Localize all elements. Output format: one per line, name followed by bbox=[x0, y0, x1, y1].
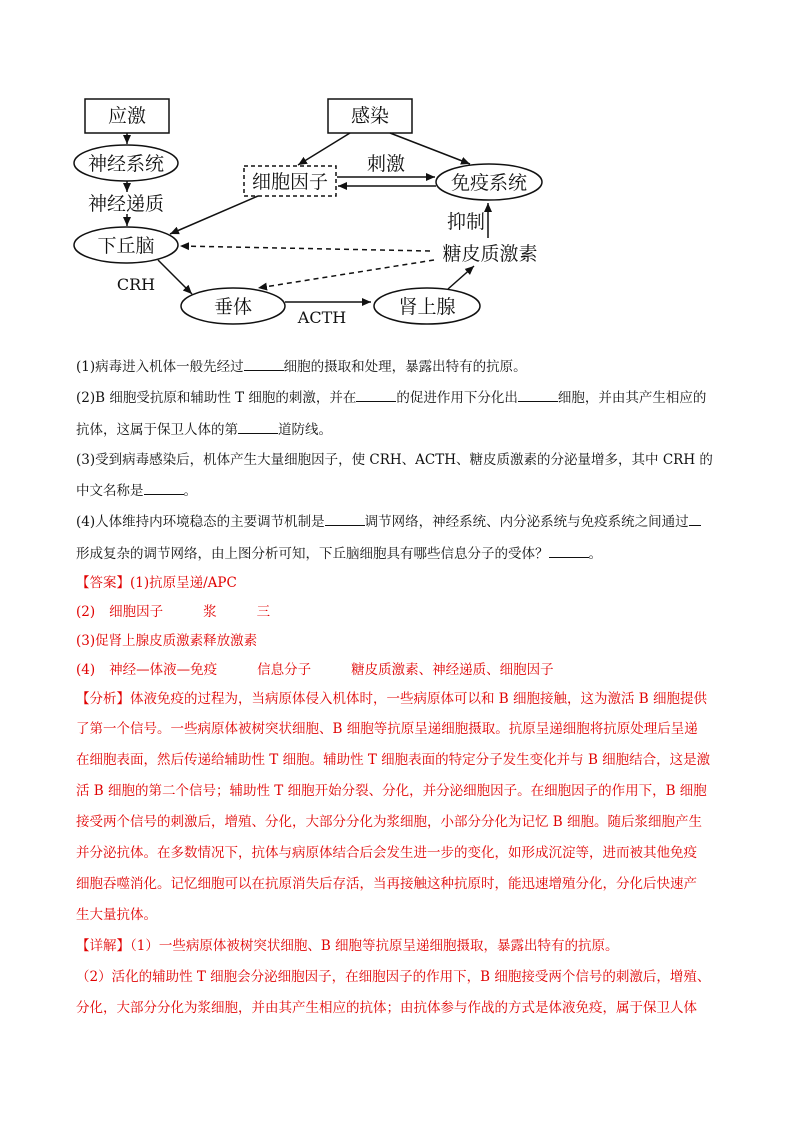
detail-line-1: 【详解】（1）一些病原体被树突状细胞、B 细胞等抗原呈递细胞摄取，暴露出特有的抗原。 bbox=[76, 938, 619, 954]
crh-label: CRH bbox=[116, 275, 156, 294]
answer-blank bbox=[238, 420, 278, 434]
answer-line-3: (3)促肾上腺皮质激素释放激素 bbox=[76, 633, 258, 649]
arrow-cytokine-to-hypothalamus bbox=[170, 196, 258, 234]
analysis-line-6: 并分泌抗体。在多数情况下，抗体与病原体结合后会发生进一步的变化，如形成沉淀等，进而被其他免疫 bbox=[76, 845, 697, 861]
arrow-glucocorticoid-to-hypothalamus bbox=[180, 246, 430, 251]
detail-line-2: （2）活化的辅助性 T 细胞会分泌细胞因子，在细胞因子的作用下，B 细胞接受两个信号的刺激后，增殖、 bbox=[76, 969, 711, 985]
analysis-line-8: 生大量抗体。 bbox=[76, 907, 157, 923]
answer-blank bbox=[244, 357, 284, 371]
answer-blank bbox=[325, 512, 365, 526]
detail-label: 【详解】 bbox=[76, 938, 130, 954]
pituitary-label: 垂体 bbox=[213, 296, 253, 318]
adrenal-label: 肾上腺 bbox=[398, 296, 456, 318]
answer-label: 【答案】 bbox=[76, 575, 130, 591]
arrow-glucocorticoid-to-pituitary bbox=[258, 260, 434, 288]
question-2: (2)B 细胞受抗原和辅助性 T 细胞的刺激，并在 的促进作用下分化出 细胞，并由其产生相应的 bbox=[76, 390, 707, 406]
answer-line-4: (4) 神经—体液—免疫 信息分子 糖皮质激素、神经递质、细胞因子 bbox=[76, 662, 554, 678]
arrow-adrenal-to-glucocorticoid bbox=[448, 266, 474, 289]
answer-blank bbox=[689, 512, 701, 526]
regulation-diagram bbox=[0, 0, 800, 340]
neurotransmitter-label: 神经递质 bbox=[87, 193, 165, 215]
question-4: (4)人体维持内环境稳态的主要调节机制是 调节网络，神经系统、内分泌系统与免疫系统之间通过 bbox=[76, 512, 726, 532]
inhibit-label: 抑制 bbox=[446, 211, 486, 233]
analysis-line-2: 了第一个信号。一些病原体被树突状细胞、B 细胞等抗原呈递细胞摄取。抗原呈递细胞将抗原处理后呈递 bbox=[76, 721, 698, 737]
question-3: (3)受到病毒感染后，机体产生大量细胞因子，使 CRH、ACTH、糖皮质激素的分泌量增多，其中 CRH 的 bbox=[76, 452, 713, 468]
answer-line-2: (2) 细胞因子 浆 三 bbox=[76, 604, 271, 620]
analysis-line-4: 活 B 细胞的第二个信号；辅助性 T 细胞开始分裂、分化，并分泌细胞因子。在细胞因子的作用下，B 细胞 bbox=[76, 783, 707, 799]
answer-line-1: 【答案】(1)抗原呈递/APC bbox=[76, 575, 237, 591]
acth-label: ACTH bbox=[297, 308, 347, 327]
analysis-label: 【分析】 bbox=[76, 691, 130, 707]
answer-blank bbox=[549, 544, 589, 558]
question-4-cont: 形成复杂的调节网络，由上图分析可知，下丘脑细胞具有哪些信息分子的受体？ 。 bbox=[76, 546, 602, 562]
glucocorticoid-label: 糖皮质激素 bbox=[442, 243, 538, 265]
arrow-infection-to-cytokine bbox=[298, 133, 350, 165]
arrow-hypothalamus-to-pituitary bbox=[158, 260, 192, 294]
analysis-line-3: 在细胞表面，然后传递给辅助性 T 细胞。辅助性 T 细胞表面的特定分子发生变化并与 B 细胞结合，这是激 bbox=[76, 752, 711, 768]
cytokine-label: 细胞因子 bbox=[251, 171, 329, 193]
nervous-system-label: 神经系统 bbox=[87, 153, 165, 175]
detail-line-3: 分化，大部分分化为浆细胞，并由其产生相应的抗体；由抗体参与作战的方式是体液免疫，属于保卫人体 bbox=[76, 1000, 697, 1016]
hypothalamus-label: 下丘脑 bbox=[97, 235, 155, 257]
question-2-cont: 抗体，这属于保卫人体的第 道防线。 bbox=[76, 422, 332, 438]
analysis-line-7: 细胞吞噬消化。记忆细胞可以在抗原消失后存活，当再接触这种抗原时，能迅速增殖分化，分化后快速产 bbox=[76, 876, 697, 892]
analysis-line-5: 接受两个信号的刺激后，增殖、分化，大部分分化为浆细胞，小部分分化为记忆 B 细胞。随后浆细胞产生 bbox=[76, 814, 703, 830]
infection-label: 感染 bbox=[350, 105, 390, 127]
analysis-line-1: 【分析】体液免疫的过程为，当病原体侵入机体时，一些病原体可以和 B 细胞接触，这为激活 B 细胞提供 bbox=[76, 691, 708, 707]
answer-blank bbox=[518, 388, 558, 402]
question-1: (1)病毒进入机体一般先经过 细胞的摄取和处理，暴露出特有的抗原。 bbox=[76, 359, 527, 375]
answer-blank bbox=[356, 388, 396, 402]
stress-label: 应激 bbox=[107, 105, 147, 127]
question-3-cont: 中文名称是 。 bbox=[76, 483, 197, 499]
answer-blank bbox=[144, 481, 184, 495]
immune-system-label: 免疫系统 bbox=[450, 172, 528, 194]
stimulate-label: 刺激 bbox=[366, 153, 406, 175]
